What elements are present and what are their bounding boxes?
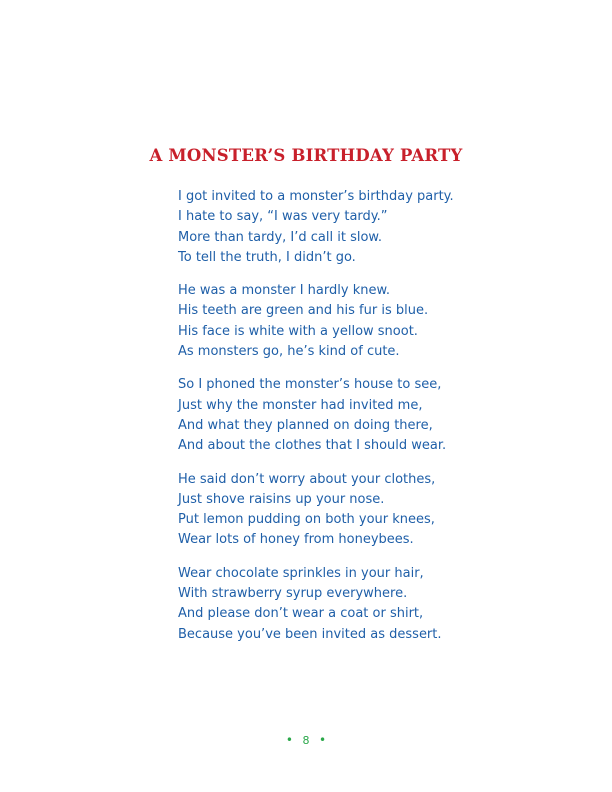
poem-line: Because you’ve been invited as dessert. <box>178 626 442 642</box>
poem-line: He was a monster I hardly knew. <box>178 283 391 299</box>
stanza <box>178 564 558 645</box>
poem-title: A MONSTER’S BIRTHDAY PARTY <box>149 146 463 165</box>
poem-line: I got invited to a monster’s birthday party. <box>178 189 454 204</box>
bullet-icon: • <box>285 733 293 747</box>
poem-line: Just why the monster had invited me, <box>178 397 423 413</box>
bullet-icon: • <box>319 733 327 747</box>
stanza <box>178 375 558 456</box>
page-number: 8 <box>302 734 310 747</box>
poem-line: Just shove raisins up your nose. <box>178 491 385 507</box>
stanza <box>178 187 558 268</box>
stanza <box>178 470 558 551</box>
poem-line: So I phoned the monster’s house to see, <box>178 377 442 393</box>
poem-line: More than tardy, I’d call it slow. <box>178 229 382 245</box>
poem-line: His face is white with a yellow snoot. <box>178 323 418 339</box>
poem-line: As monsters go, he’s kind of cute. <box>178 344 400 360</box>
poem-line: Wear chocolate sprinkles in your hair, <box>178 565 424 581</box>
poem-line: To tell the truth, I didn’t go. <box>178 249 356 265</box>
poem-line: I hate to say, “I was very tardy.” <box>178 209 388 225</box>
poem-line: And please don’t wear a coat or shirt, <box>178 606 424 622</box>
poem-body <box>178 187 558 658</box>
poem-line: Wear lots of honey from honeybees. <box>178 532 414 548</box>
stanza <box>178 281 558 362</box>
poem-line: He said don’t worry about your clothes, <box>178 471 436 487</box>
poem-line: His teeth are green and his fur is blue. <box>178 303 429 319</box>
poem-line: With strawberry syrup everywhere. <box>178 586 408 602</box>
poem-line: And what they planned on doing there, <box>178 417 433 433</box>
poem-line: Put lemon pudding on both your knees, <box>178 512 435 528</box>
poem-line: And about the clothes that I should wear. <box>178 438 447 454</box>
page-footer <box>0 733 612 748</box>
